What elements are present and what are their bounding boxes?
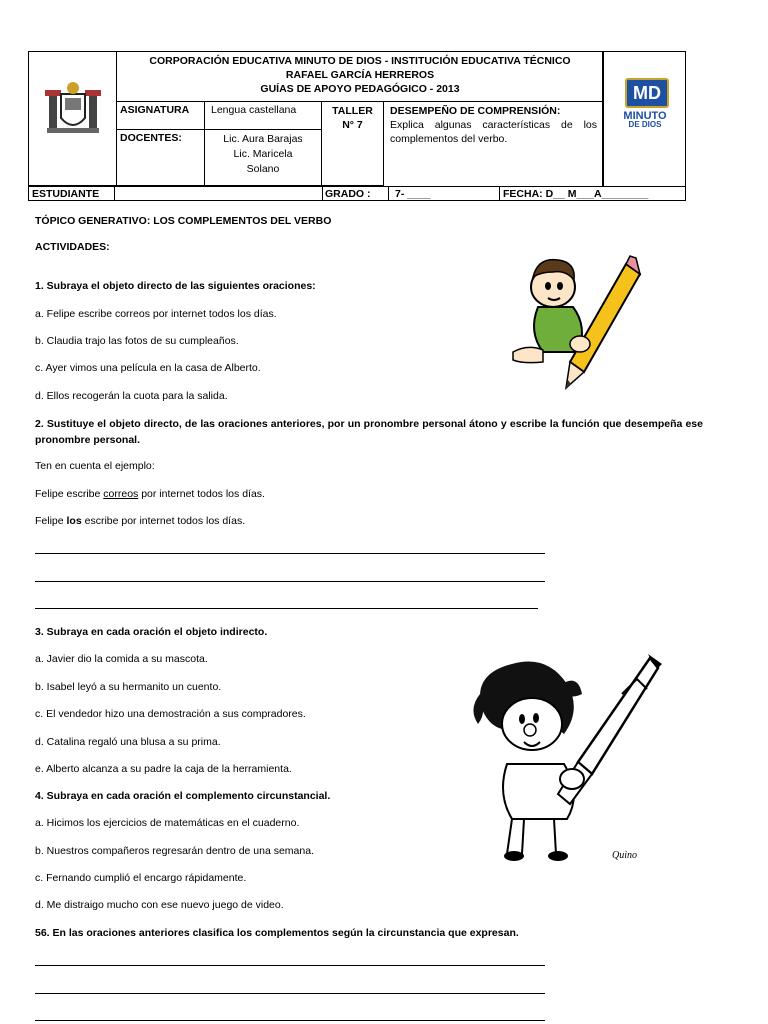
q2-note: Ten en cuenta el ejemplo: bbox=[35, 460, 155, 472]
answer-line[interactable] bbox=[35, 993, 545, 994]
taller-cell bbox=[322, 102, 384, 186]
q2-title: 2. Sustituye el objeto directo, de las oraciones anteriores, por un pronombre personal átono y escribe la función que desempeña ese pronombre personal. bbox=[35, 418, 703, 446]
title-line-2: RAFAEL GARCÍA HERREROS bbox=[285, 69, 435, 81]
minuto-de-dios-logo-cell bbox=[602, 52, 685, 186]
institution-title bbox=[117, 52, 604, 102]
school-crest-icon bbox=[43, 80, 103, 136]
asignatura-label: ASIGNATURA bbox=[117, 102, 205, 130]
example-1-underlined: correos bbox=[103, 488, 139, 500]
docente-2-line-1: Lic. Maricela bbox=[233, 148, 293, 160]
q2-example-2 bbox=[35, 515, 245, 527]
grado-value[interactable]: 7- ____ bbox=[395, 187, 500, 201]
desempeno-value: Explica algunas características de los complementos del verbo. bbox=[390, 119, 597, 145]
estudiante-label: ESTUDIANTE bbox=[32, 187, 115, 201]
girl-with-pen-illustration bbox=[472, 654, 662, 869]
activities-heading: ACTIVIDADES: bbox=[35, 241, 110, 253]
title-line-1: CORPORACIÓN EDUCATIVA MINUTO DE DIOS - INSTITUCIÓN EDUCATIVA TÉCNICO bbox=[149, 55, 571, 67]
fecha-field[interactable]: FECHA: D__ M___A________ bbox=[503, 188, 649, 200]
q4-item-a: a. Hicimos los ejercicios de matemáticas en el cuaderno. bbox=[35, 817, 300, 829]
topic-heading: TÓPICO GENERATIVO: LOS COMPLEMENTOS DEL VERBO bbox=[35, 215, 332, 227]
desempeno-cell bbox=[384, 102, 604, 186]
example-2-part-c: escribe por internet todos los días. bbox=[81, 515, 246, 527]
answer-line[interactable] bbox=[35, 553, 545, 554]
asignatura-value: Lengua castellana bbox=[205, 102, 322, 130]
grado-label: GRADO : bbox=[325, 187, 389, 201]
q1-title: 1. Subraya el objeto directo de las siguientes oraciones: bbox=[35, 280, 316, 292]
answer-line[interactable] bbox=[35, 581, 545, 582]
example-2-bold: los bbox=[66, 515, 82, 527]
answer-line[interactable] bbox=[35, 965, 545, 966]
docentes-label: DOCENTES: bbox=[117, 130, 205, 186]
boy-with-pencil-illustration bbox=[508, 252, 648, 392]
q3-title: 3. Subraya en cada oración el objeto indirecto. bbox=[35, 626, 268, 638]
q1-item-d: d. Ellos recogerán la cuota para la salida. bbox=[35, 390, 228, 402]
q2-example-1 bbox=[35, 488, 265, 500]
q3-item-a: a. Javier dio la comida a su mascota. bbox=[35, 653, 208, 665]
student-row bbox=[29, 186, 685, 201]
title-line-3: GUÍAS DE APOYO PEDAGÓGICO - 2013 bbox=[260, 83, 460, 95]
q5-title: 56. En las oraciones anteriores clasifica los complementos según la circunstancia que expresan. bbox=[35, 927, 519, 939]
docente-1: Lic. Aura Barajas bbox=[223, 133, 303, 145]
minuto-de-dios-logo bbox=[618, 78, 672, 129]
q3-item-c: c. El vendedor hizo una demostración a sus compradores. bbox=[35, 708, 306, 720]
q4-item-d: d. Me distraigo mucho con ese nuevo juego de video. bbox=[35, 899, 284, 911]
docente-2-line-2: Solano bbox=[246, 163, 280, 175]
logo-minuto-text: MINUTO bbox=[623, 110, 667, 122]
q3-item-e: e. Alberto alcanza a su padre la caja de la herramienta. bbox=[35, 763, 292, 775]
example-1-part-c: por internet todos los días. bbox=[138, 488, 265, 500]
taller-label: TALLER bbox=[332, 105, 373, 117]
school-crest-cell bbox=[29, 52, 117, 186]
answer-line[interactable] bbox=[35, 1020, 545, 1021]
q1-item-c: c. Ayer vimos una película en la casa de Alberto. bbox=[35, 362, 261, 374]
example-2-part-a: Felipe bbox=[35, 515, 67, 527]
example-1-part-a: Felipe escribe bbox=[35, 488, 104, 500]
q1-item-a: a. Felipe escribe correos por internet todos los días. bbox=[35, 308, 277, 320]
q3-item-d: d. Catalina regaló una blusa a su prima. bbox=[35, 736, 221, 748]
taller-number: N° 7 bbox=[342, 119, 363, 131]
q4-title: 4. Subraya en cada oración el complemento circunstancial. bbox=[35, 790, 331, 802]
answer-line[interactable] bbox=[35, 608, 538, 609]
q1-item-b: b. Claudia trajo las fotos de su cumpleaños. bbox=[35, 335, 239, 347]
q4-item-b: b. Nuestros compañeros regresarán dentro de una semana. bbox=[35, 845, 314, 857]
q3-item-b: b. Isabel leyó a su hermanito un cuento. bbox=[35, 681, 222, 693]
header-table bbox=[28, 51, 686, 201]
logo-de-dios-text: DE DIOS bbox=[628, 120, 662, 129]
estudiante-field[interactable] bbox=[117, 187, 323, 201]
q4-item-c: c. Fernando cumplió el encargo rápidamente. bbox=[35, 872, 247, 884]
docentes-value bbox=[205, 130, 322, 186]
logo-md-text: MD bbox=[625, 78, 669, 108]
cartoonist-signature: Quino bbox=[612, 850, 637, 861]
desempeno-label: DESEMPEÑO DE COMPRENSIÓN: bbox=[390, 105, 561, 117]
